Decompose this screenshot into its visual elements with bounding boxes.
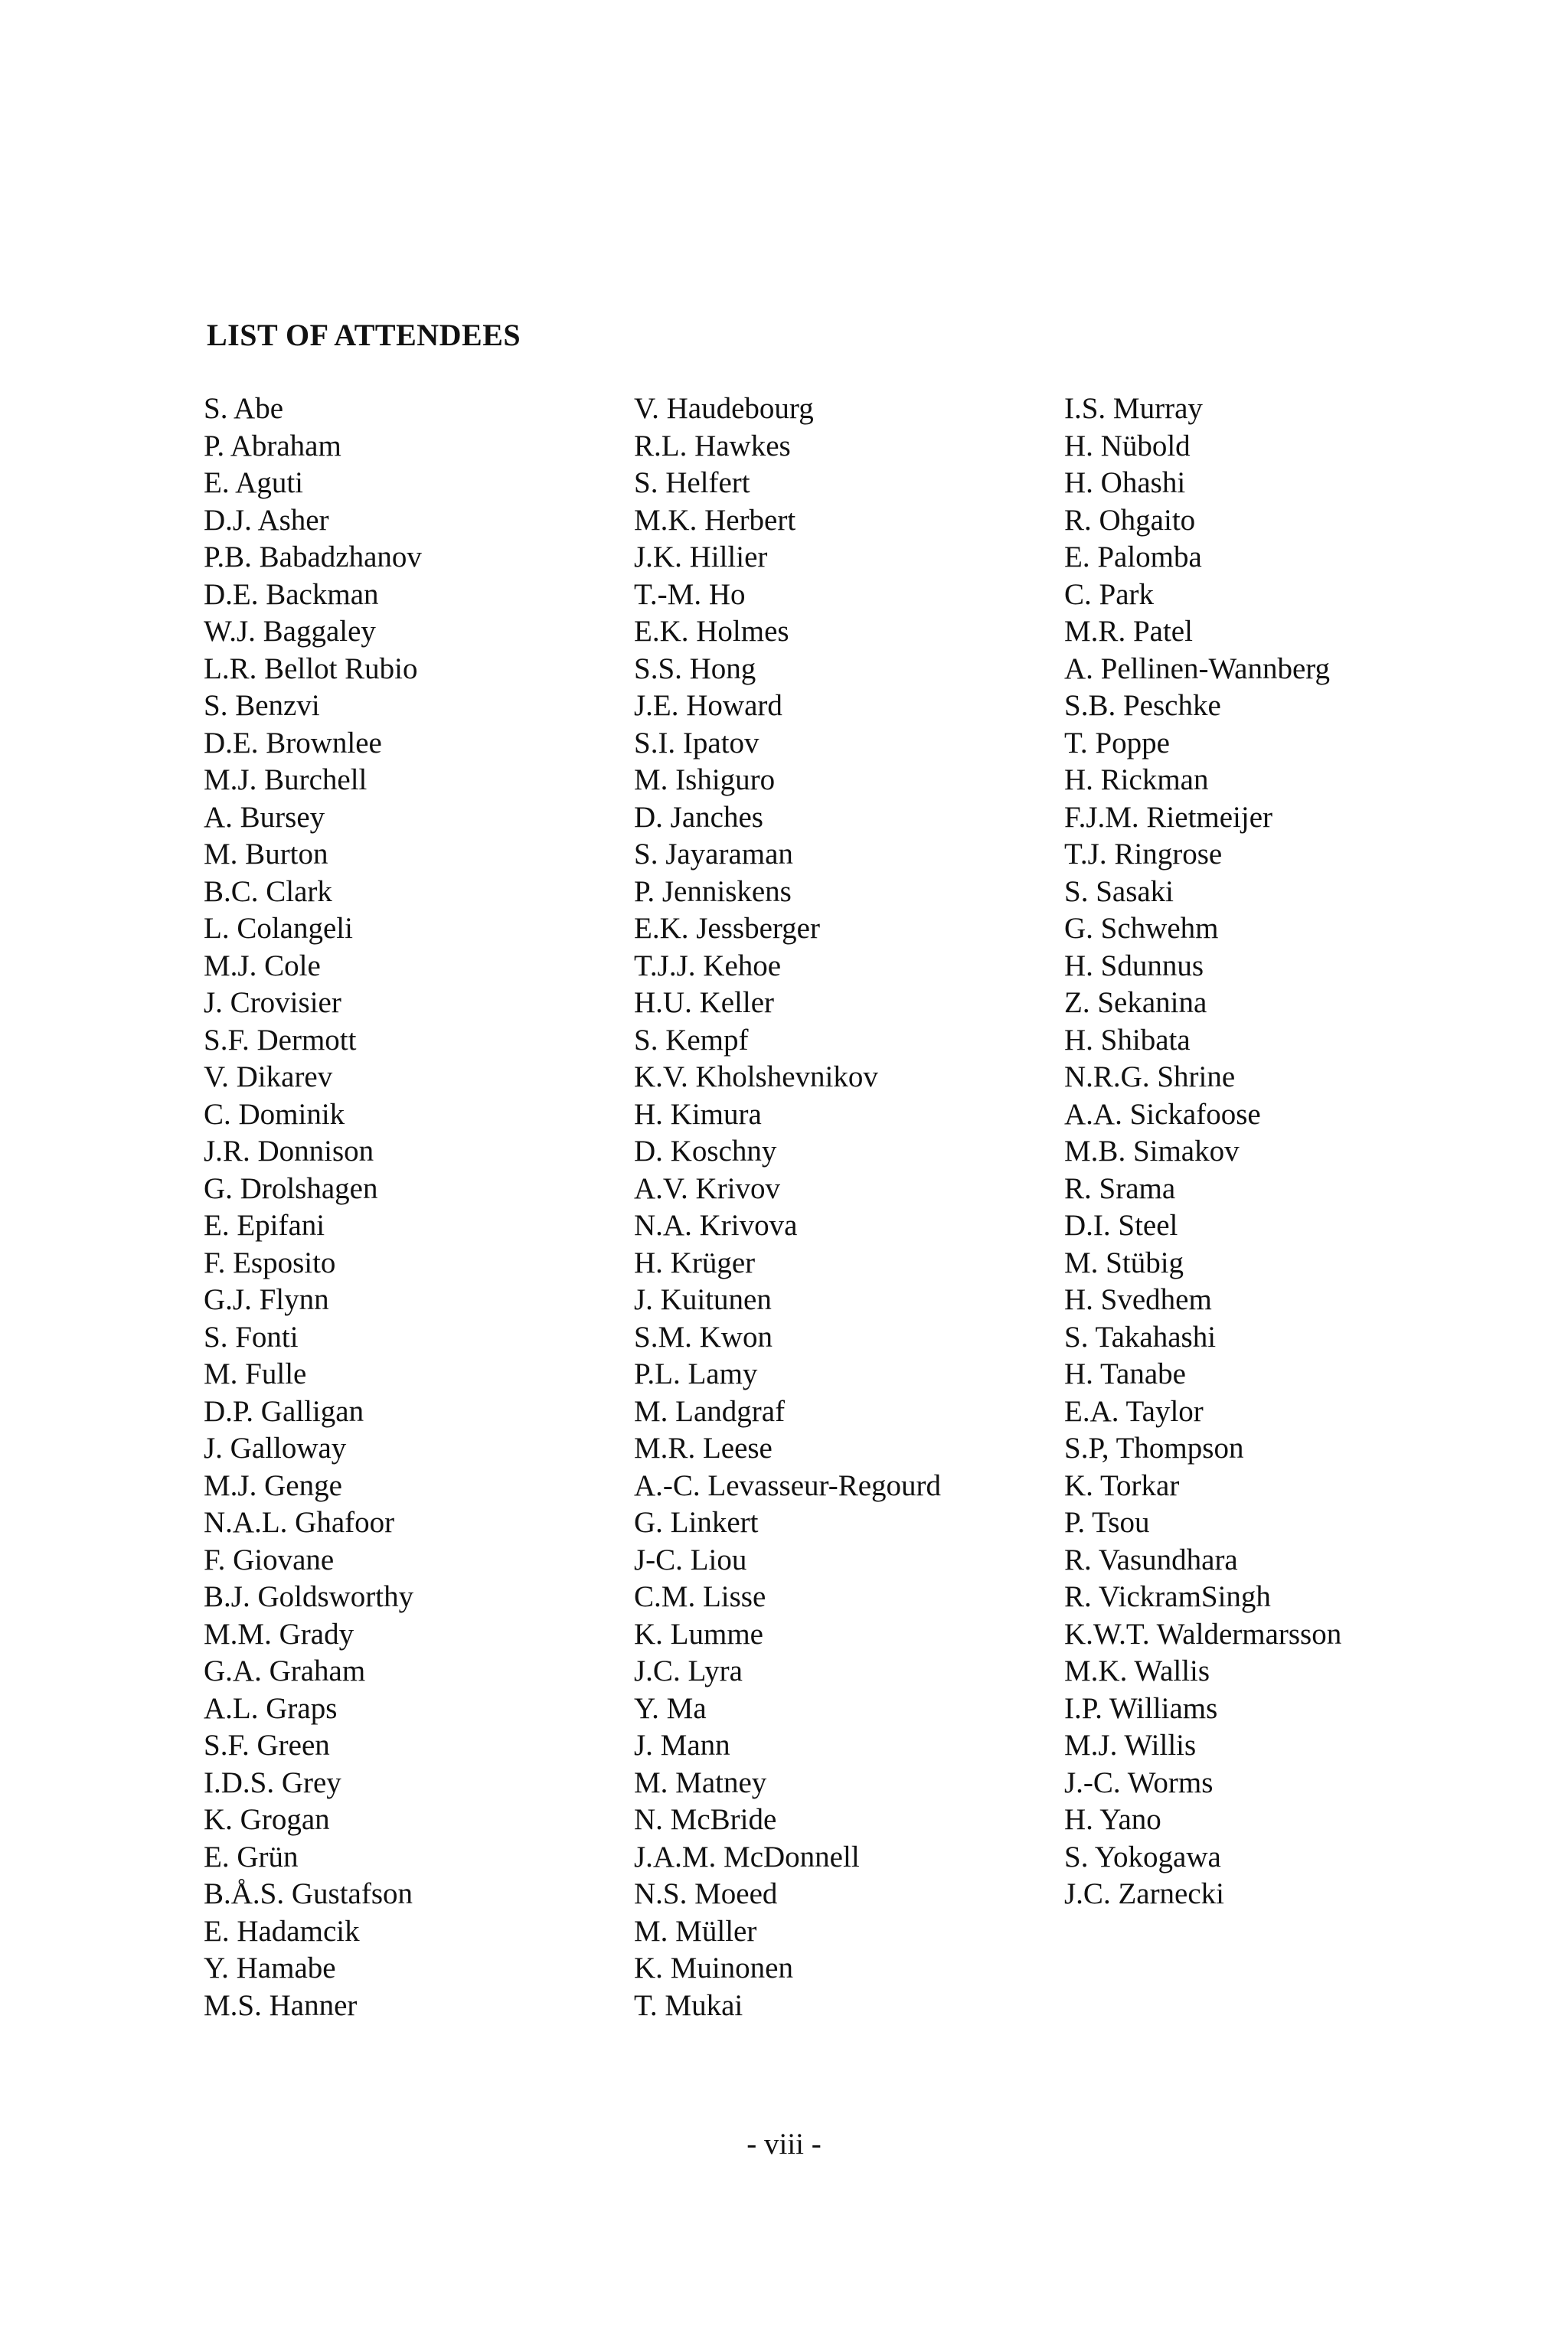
attendee-name: H. Krüger	[634, 1246, 756, 1279]
attendee-name: P. Jenniskens	[634, 874, 792, 908]
attendee-name: J.K. Hillier	[634, 541, 768, 573]
attendee-name: S. Jayaraman	[634, 838, 793, 871]
attendee-name: J. Mann	[634, 1729, 730, 1762]
attendee-name: S.F. Dermott	[204, 1023, 357, 1057]
attendee-name: E.K. Holmes	[634, 615, 789, 648]
attendee-name: G. Linkert	[634, 1506, 759, 1539]
attendee-name: V. Dikarev	[204, 1060, 333, 1093]
attendee-name: A.A. Sickafoose	[1064, 1097, 1261, 1131]
attendee-name: I.D.S. Grey	[204, 1766, 341, 1799]
attendee-name: A.L. Graps	[204, 1691, 338, 1725]
attendee-name: B.Å.S. Gustafson	[204, 1877, 413, 1910]
attendee-name: D.E. Backman	[204, 577, 379, 611]
attendee-name: J.-C. Worms	[1064, 1766, 1214, 1799]
attendee-name: H. Sdunnus	[1064, 949, 1204, 982]
attendee-name: T. Mukai	[634, 1988, 743, 2022]
attendee-name: S.P, Thompson	[1064, 1432, 1244, 1465]
attendee-name: H. Yano	[1064, 1803, 1161, 1836]
attendee-name: N.A.L. Ghafoor	[204, 1506, 395, 1539]
attendee-name: S. Fonti	[204, 1320, 299, 1354]
attendee-name: G.A. Graham	[204, 1655, 366, 1687]
attendee-name: J.C. Lyra	[634, 1655, 743, 1687]
attendee-name: J.R. Donnison	[204, 1135, 374, 1168]
attendee-name: S.I. Ipatov	[634, 726, 760, 760]
attendee-name: M.J. Willis	[1064, 1729, 1197, 1762]
attendee-name: S.S. Hong	[634, 652, 756, 685]
attendee-name: N.R.G. Shrine	[1064, 1060, 1236, 1093]
attendee-name: R. VickramSingh	[1064, 1580, 1271, 1613]
attendee-column-1	[204, 390, 422, 2024]
page-title: LIST OF ATTENDEES	[207, 318, 521, 352]
attendee-name: M. Stübig	[1064, 1246, 1184, 1279]
attendee-name: K.W.T. Waldermarsson	[1064, 1617, 1342, 1651]
attendee-name: S. Takahashi	[1064, 1320, 1217, 1354]
attendee-name: T.J.J. Kehoe	[634, 949, 782, 982]
attendee-name: R. Srama	[1064, 1171, 1176, 1205]
attendee-name: T.J. Ringrose	[1064, 838, 1223, 871]
attendee-name: K. Torkar	[1064, 1468, 1180, 1502]
attendee-name: T.-M. Ho	[634, 577, 746, 611]
attendee-name: R. Vasundhara	[1064, 1543, 1238, 1576]
attendee-name: P. Tsou	[1064, 1506, 1150, 1539]
attendee-name: N.S. Moeed	[634, 1877, 778, 1910]
attendee-name: S.B. Peschke	[1064, 689, 1221, 722]
attendee-name: H. Nübold	[1064, 429, 1191, 462]
attendee-name: A.V. Krivov	[634, 1171, 781, 1205]
attendee-name: I.P. Williams	[1064, 1691, 1218, 1725]
attendee-name: M. Fulle	[204, 1357, 307, 1390]
attendee-name: T. Poppe	[1064, 726, 1170, 760]
attendee-name: H. Tanabe	[1064, 1357, 1186, 1390]
attendee-name: D.E. Brownlee	[204, 726, 382, 760]
attendee-name: M.S. Hanner	[204, 1988, 358, 2022]
attendee-name: A. Pellinen-Wannberg	[1064, 652, 1331, 685]
attendee-column-2	[634, 390, 941, 2024]
attendee-name: M. Landgraf	[634, 1394, 786, 1428]
attendee-name: S. Yokogawa	[1064, 1840, 1221, 1873]
attendee-name: M.K. Herbert	[634, 503, 796, 537]
attendee-name: L.R. Bellot Rubio	[204, 652, 418, 685]
attendee-name: S. Kempf	[634, 1023, 749, 1057]
attendee-name: S.F. Green	[204, 1729, 330, 1762]
attendee-name: D.J. Asher	[204, 503, 329, 537]
attendee-name: P. Abraham	[204, 429, 341, 462]
attendee-name: P.L. Lamy	[634, 1357, 758, 1390]
attendee-name: H. Svedhem	[1064, 1283, 1212, 1316]
attendee-name: K. Lumme	[634, 1617, 763, 1651]
attendee-name: S. Helfert	[634, 466, 750, 499]
attendee-name: M. Müller	[634, 1914, 757, 1948]
attendee-name: E. Palomba	[1064, 541, 1202, 573]
attendee-name: E.K. Jessberger	[634, 912, 820, 945]
attendee-name: M.J. Genge	[204, 1468, 342, 1502]
attendee-name: J.A.M. McDonnell	[634, 1840, 860, 1873]
attendee-name: G. Drolshagen	[204, 1171, 378, 1205]
attendee-name: E. Hadamcik	[204, 1914, 360, 1948]
attendee-name: C. Dominik	[204, 1097, 345, 1131]
attendee-name: S. Abe	[204, 392, 284, 425]
attendee-name: P.B. Babadzhanov	[204, 541, 422, 573]
attendee-name: M.J. Burchell	[204, 763, 368, 796]
attendee-name: A.-C. Levasseur-Regourd	[634, 1468, 942, 1502]
attendee-name: J. Kuitunen	[634, 1283, 772, 1316]
attendee-name: F. Esposito	[204, 1246, 336, 1279]
attendee-name: D.I. Steel	[1064, 1209, 1178, 1242]
attendee-name: H. Kimura	[634, 1097, 762, 1131]
attendee-name: M.R. Patel	[1064, 615, 1193, 648]
page-number: - viii -	[746, 2128, 822, 2161]
attendee-column-3	[1064, 390, 1341, 1913]
attendee-name: M. Burton	[204, 838, 328, 871]
attendee-name: E.A. Taylor	[1064, 1394, 1204, 1428]
attendee-name: E. Grün	[204, 1840, 299, 1873]
attendee-name: K. Grogan	[204, 1803, 330, 1836]
attendee-name: J-C. Liou	[634, 1543, 747, 1576]
attendee-name: S. Benzvi	[204, 689, 320, 722]
attendee-name: F.J.M. Rietmeijer	[1064, 800, 1273, 834]
attendee-name: W.J. Baggaley	[204, 615, 376, 648]
attendee-name: B.C. Clark	[204, 874, 332, 908]
attendee-name: M.M. Grady	[204, 1617, 354, 1651]
attendee-name: M.B. Simakov	[1064, 1135, 1240, 1168]
attendee-name: V. Haudebourg	[634, 392, 814, 425]
attendee-name: H. Ohashi	[1064, 466, 1186, 499]
attendee-name: R. Ohgaito	[1064, 503, 1196, 537]
attendee-name: D.P. Galligan	[204, 1394, 364, 1428]
attendee-name: Z. Sekanina	[1064, 986, 1207, 1019]
attendee-name: J.E. Howard	[634, 689, 782, 722]
attendee-name: I.S. Murray	[1064, 392, 1203, 425]
attendee-name: E. Aguti	[204, 466, 304, 499]
attendee-name: M.J. Cole	[204, 949, 321, 982]
attendee-name: C.M. Lisse	[634, 1580, 766, 1613]
attendee-name: F. Giovane	[204, 1543, 335, 1576]
attendee-name: N. McBride	[634, 1803, 777, 1836]
attendee-name: J.C. Zarnecki	[1064, 1877, 1225, 1910]
attendee-name: K. Muinonen	[634, 1952, 793, 1984]
attendee-name: J. Galloway	[204, 1432, 347, 1465]
attendee-name: Y. Hamabe	[204, 1952, 336, 1984]
attendee-name: R.L. Hawkes	[634, 429, 791, 462]
attendee-name: G. Schwehm	[1064, 912, 1219, 945]
attendee-name: H.U. Keller	[634, 986, 775, 1019]
attendee-name: H. Shibata	[1064, 1023, 1191, 1057]
attendee-name: J. Crovisier	[204, 986, 341, 1019]
attendee-name: M. Matney	[634, 1766, 767, 1799]
attendee-name: C. Park	[1064, 577, 1154, 611]
attendee-name: E. Epifani	[204, 1209, 325, 1242]
attendee-name: K.V. Kholshevnikov	[634, 1060, 878, 1093]
attendee-name: B.J. Goldsworthy	[204, 1580, 414, 1613]
attendee-name: M.K. Wallis	[1064, 1655, 1210, 1687]
attendee-name: S. Sasaki	[1064, 874, 1174, 908]
attendee-name: L. Colangeli	[204, 912, 353, 945]
attendee-name: G.J. Flynn	[204, 1283, 329, 1316]
attendee-name: A. Bursey	[204, 800, 325, 834]
attendee-name: D. Janches	[634, 800, 763, 834]
attendee-name: N.A. Krivova	[634, 1209, 798, 1242]
attendee-name: S.M. Kwon	[634, 1320, 773, 1354]
attendee-name: H. Rickman	[1064, 763, 1209, 796]
attendee-name: Y. Ma	[634, 1691, 707, 1725]
attendee-name: D. Koschny	[634, 1135, 777, 1168]
attendee-name: M. Ishiguro	[634, 763, 776, 796]
attendee-name: M.R. Leese	[634, 1432, 773, 1465]
